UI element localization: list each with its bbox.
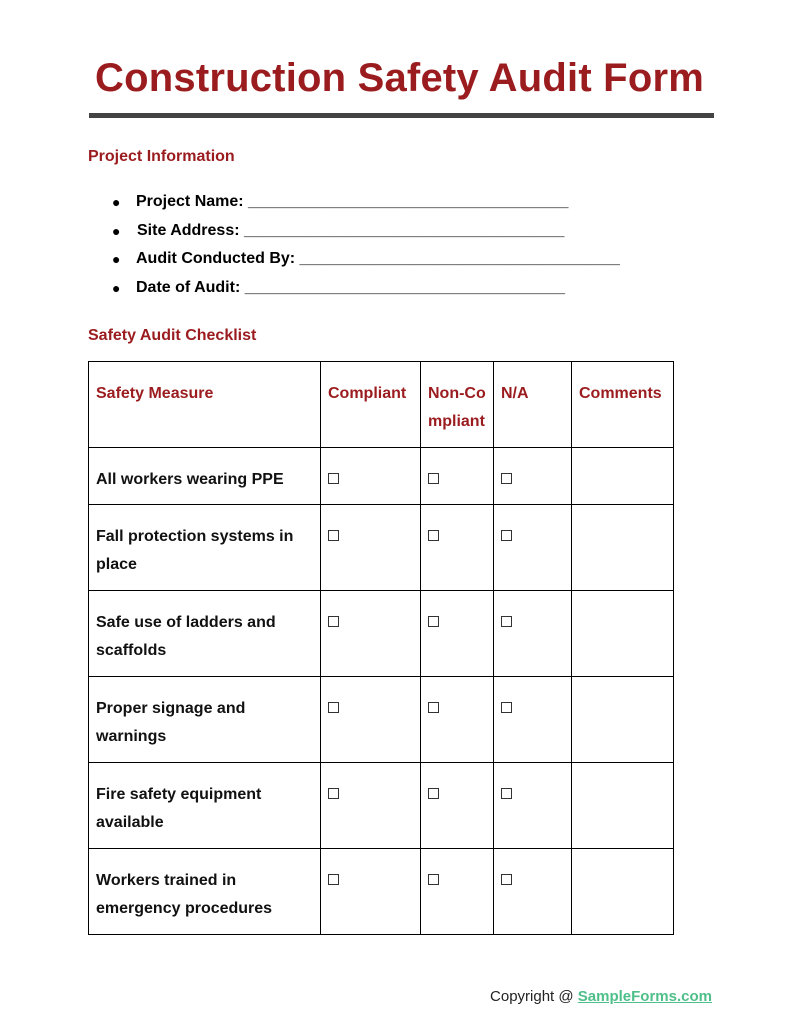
na-checkbox[interactable] <box>501 473 512 484</box>
column-header-compliant: Compliant <box>321 362 421 448</box>
compliant-checkbox[interactable] <box>328 788 339 799</box>
comments-cell[interactable] <box>572 763 674 849</box>
table-row <box>89 677 674 763</box>
safety-audit-checklist-heading: Safety Audit Checklist <box>88 327 257 344</box>
table-row <box>89 849 674 935</box>
safety-measure-cell: Safe use of ladders and scaffolds <box>89 591 321 677</box>
compliant-checkbox[interactable] <box>328 473 339 484</box>
na-checkbox[interactable] <box>501 874 512 885</box>
column-header-safety-measure: Safety Measure <box>89 362 321 448</box>
safety-measure-cell: All workers wearing PPE <box>89 448 321 505</box>
comments-cell[interactable] <box>572 448 674 505</box>
non-compliant-checkbox[interactable] <box>428 874 439 885</box>
non-compliant-checkbox[interactable] <box>428 702 439 713</box>
non-compliant-checkbox[interactable] <box>428 616 439 627</box>
compliant-checkbox[interactable] <box>328 874 339 885</box>
project-name-field[interactable] <box>112 191 620 220</box>
comments-cell[interactable] <box>572 591 674 677</box>
na-checkbox[interactable] <box>501 702 512 713</box>
na-checkbox[interactable] <box>501 788 512 799</box>
bullet-icon: ● <box>112 194 121 210</box>
safety-measure-cell: Fall protection systems in place <box>89 505 321 591</box>
column-header-na: N/A <box>494 362 572 448</box>
safety-measure-cell: Proper signage and warnings <box>89 677 321 763</box>
page-title: Construction Safety Audit Form <box>95 56 704 100</box>
project-info-list <box>112 191 620 305</box>
audit-conducted-by-blank[interactable]: ____________________________________ <box>299 250 620 268</box>
audit-conducted-by-label: Audit Conducted By: <box>136 250 296 268</box>
site-address-field[interactable] <box>112 220 620 249</box>
bullet-icon: ● <box>112 279 121 296</box>
table-header-row <box>89 362 674 448</box>
non-compliant-checkbox[interactable] <box>428 530 439 541</box>
column-header-non-compliant: Non-Co mpliant <box>421 362 494 448</box>
site-address-label: Site Address: <box>137 221 240 239</box>
table-row <box>89 448 674 505</box>
bullet-icon: ● <box>112 222 121 239</box>
non-compliant-checkbox[interactable] <box>428 473 439 484</box>
date-of-audit-blank[interactable]: ____________________________________ <box>244 278 566 296</box>
non-compliant-checkbox[interactable] <box>428 788 439 799</box>
copyright-footer <box>490 988 712 1005</box>
na-checkbox[interactable] <box>501 530 512 541</box>
project-information-heading: Project Information <box>88 148 235 165</box>
project-name-blank[interactable]: ____________________________________ <box>248 193 569 210</box>
comments-cell[interactable] <box>572 677 674 763</box>
table-row <box>89 505 674 591</box>
date-of-audit-field[interactable] <box>112 277 620 306</box>
site-address-blank[interactable]: ____________________________________ <box>244 221 565 239</box>
safety-measure-cell: Fire safety equipment available <box>89 763 321 849</box>
sampleforms-link[interactable]: SampleForms.com <box>577 988 712 1005</box>
date-of-audit-label: Date of Audit: <box>136 278 241 296</box>
copyright-text: Copyright @ <box>490 988 578 1005</box>
compliant-checkbox[interactable] <box>328 616 339 627</box>
table-row <box>89 591 674 677</box>
comments-cell[interactable] <box>572 849 674 935</box>
comments-cell[interactable] <box>572 505 674 591</box>
bullet-icon: ● <box>112 251 121 268</box>
column-header-comments: Comments <box>572 362 674 448</box>
safety-measure-cell: Workers trained in emergency procedures <box>89 849 321 935</box>
title-divider <box>89 113 714 118</box>
project-name-label: Project Name: <box>136 193 244 210</box>
audit-conducted-by-field[interactable] <box>112 248 620 277</box>
table-row <box>89 763 674 849</box>
na-checkbox[interactable] <box>501 616 512 627</box>
compliant-checkbox[interactable] <box>328 530 339 541</box>
compliant-checkbox[interactable] <box>328 702 339 713</box>
safety-checklist-table <box>88 361 674 935</box>
